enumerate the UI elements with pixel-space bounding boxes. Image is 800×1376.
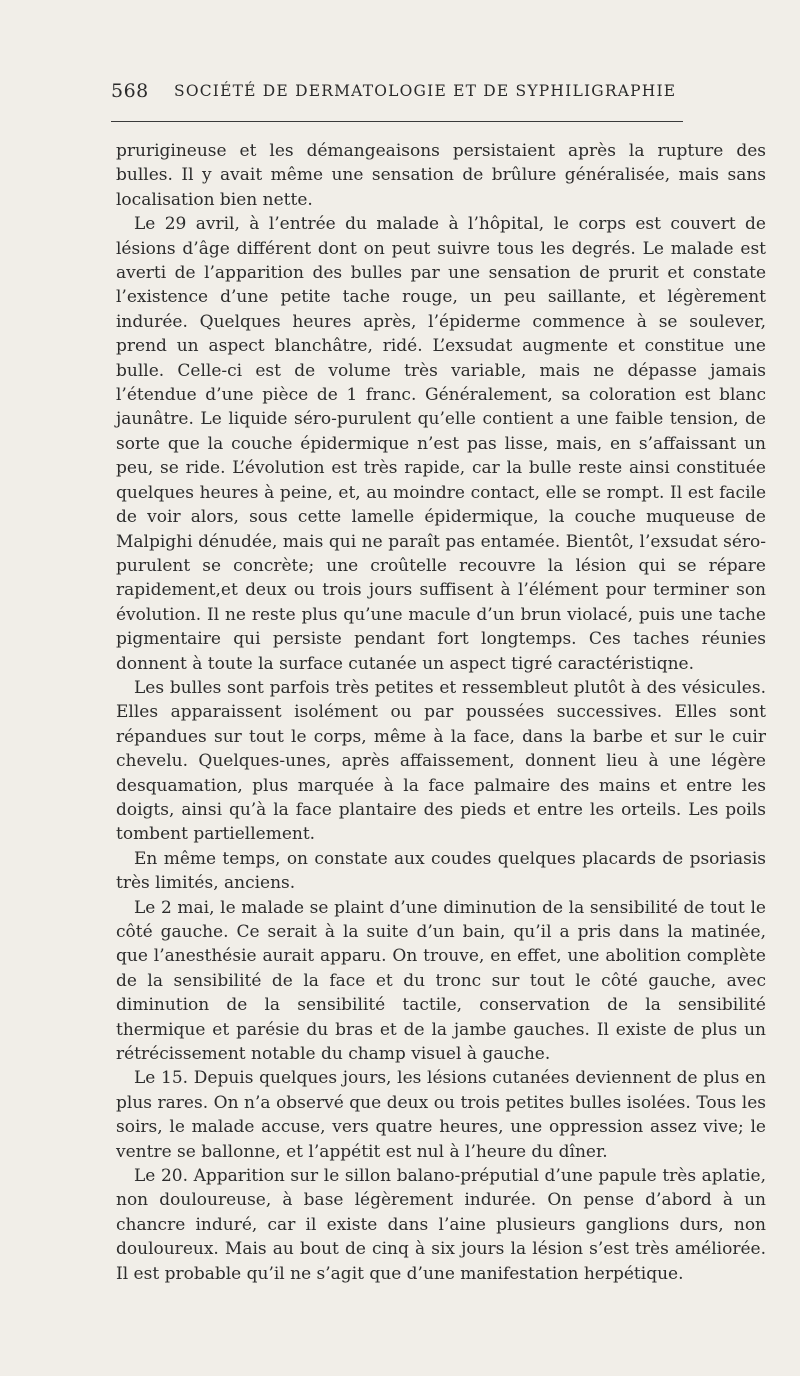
body-text: [116, 139, 766, 1286]
paragraph: Le 15. Depuis quelques jours, les lésions cutanées deviennent de plus en plus rares. On n’a observé que deux ou trois petites bulles isolées. Tous les soirs, le malade accuse, vers quatre heures, une oppression assez vive; le ventre se ballonne, et l’appétit est nul à l’heure du dîner.: [116, 1068, 766, 1162]
paragraph: prurigineuse et les démangeaisons persistaient après la rupture des bulles. Il y avait même une sensation de brûlure généralisée, mais sans localisation bien nette.: [116, 141, 766, 210]
paragraph: Les bulles sont parfois très petites et ressembleut plutôt à des vésicules. Elles apparaissent isolément ou par poussées successives. Elles sont répandues sur tout le corps, même à la face, dans la barbe et sur le cuir chevelu. Quelques-unes, après affaissement, donnent lieu à une légère desquamation, plus marquée à la face palmaire des mains et entre les doigts, ainsi qu’à la face plantaire des pieds et entre les orteils. Les poils tombent partiellement.: [116, 677, 766, 845]
paragraph: Le 2 mai, le malade se plaint d’une diminution de la sensibilité de tout le côté gauche. Ce serait à la suite d’un bain, qu’il a pris dans la matinée, que l’anesthésie aurait apparu. On trouve, en effet, une abolition complète de la sensibilité de la face et du tronc sur tout le côté gauche, avec diminution de la sensibilité tactile, conservation de la sensibilité thermique et parésie du bras et de la jambe gauches. Il existe de plus un rétrécissement notable du champ visuel à gauche.: [116, 897, 766, 1065]
running-title: SOCIÉTÉ DE DERMATOLOGIE ET DE SYPHILIGRAPHIE: [174, 82, 677, 100]
paragraph: Le 29 avril, à l’entrée du malade à l’hôpital, le corps est couvert de lésions d’âge différent dont on peut suivre tous les degrés. Le malade est averti de l’apparition des bulles par une sensation de prurit et constate l’existence d’une petite tache rouge, un peu saillante, et légèrement indurée. Quelques heures après, l’épiderme commence à se soulever, prend un aspect blanchâtre, ridé. L’exsudat augmente et constitue une bulle. Celle-ci est de volume très variable, mais ne dépasse jamais l’étendue d’une pièce de 1 franc. Généralement, sa coloration est blanc jaunâtre. Le liquide séro-purulent qu’elle contient a une faible tension, de sorte que la couche épidermique n’est pas lisse, mais, en s’affaissant un peu, se ride. L’évolution est très rapide, car la bulle reste ainsi constituée quelques heures à peine, et, au moindre contact, elle se rompt. Il est facile de voir alors, sous cette lamelle épidermique, la couche muqueuse de Malpighi dénudée, mais qui ne paraît pas entamée. Bientôt, l’exsudat séro-purulent se concrète; une croûtelle recouvre la lésion qui se répare rapidement,et deux ou trois jours suffisent à l’élément pour terminer son évolution. Il ne reste plus qu’une macule d’un brun violacé, puis une tache pigmentaire qui persiste pendant fort longtemps. Ces taches réunies donnent à toute la surface cutanée un aspect tigré caractéristiqne.: [116, 214, 766, 674]
page-number: 568: [111, 80, 149, 102]
header-rule: [111, 121, 683, 122]
paragraph: En même temps, on constate aux coudes quelques placards de psoriasis très limités, anciens.: [116, 848, 766, 894]
page-header: [111, 80, 683, 110]
paragraph: Le 20. Apparition sur le sillon balano-préputial d’une papule très aplatie, non douloureuse, à base légèrement indurée. On pense d’abord à un chancre induré, car il existe dans l’aine plusieurs ganglions durs, non douloureux. Mais au bout de cinq à six jours la lésion s’est très améliorée. Il est probable qu’il ne s’agit que d’une manifestation herpétique.: [116, 1166, 766, 1284]
